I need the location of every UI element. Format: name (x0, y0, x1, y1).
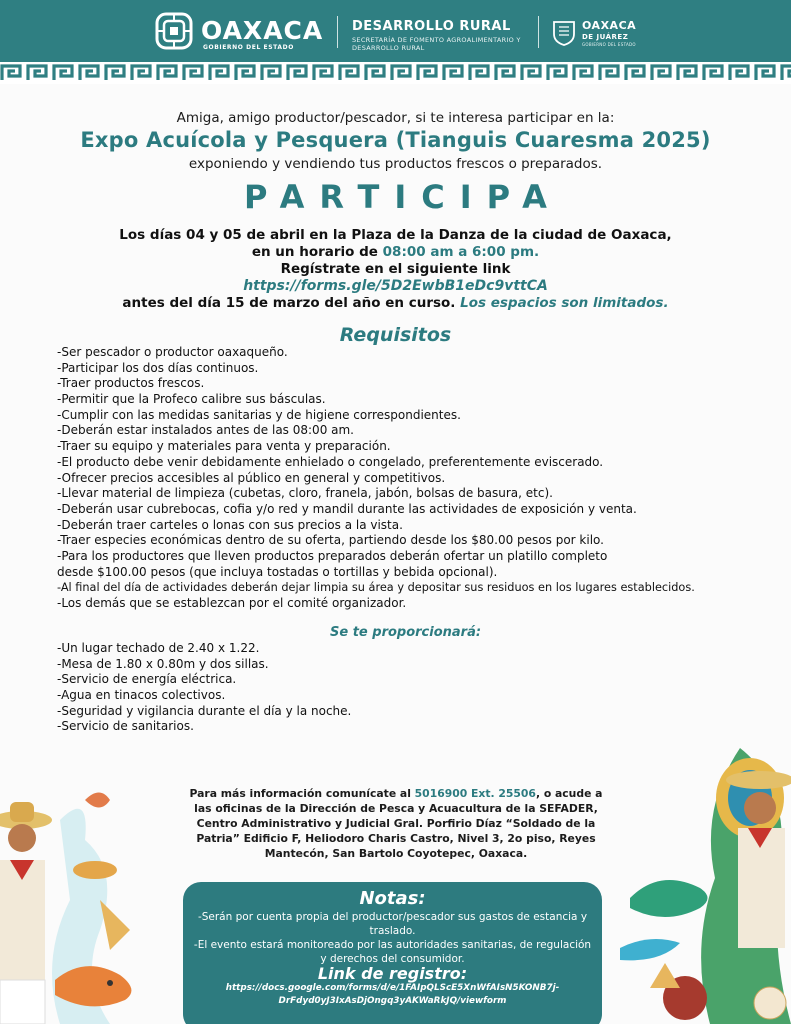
phone-number[interactable]: 5016900 Ext. 25506 (414, 787, 536, 800)
list-item: -Traer su equipo y materiales para venta y preparación. (57, 439, 391, 454)
note-item: -Serán por cuenta propia del productor/pescador sus gastos de estancia y traslado. (197, 911, 588, 937)
state-seal-icon (551, 20, 577, 46)
partner-brand: OAXACA DE JUÁREZ (582, 19, 637, 41)
list-item: -Seguridad y vigilancia durante el día y la noche. (57, 703, 352, 718)
list-item: -Para los productores que lleven productos preparados deberán ofertar un platillo completo (57, 548, 608, 563)
list-item: -Ofrecer precios accesibles al público en general y competitivos. (57, 470, 446, 485)
list-item: -Al final del día de actividades deberán dejar limpia su área y depositar sus residuos en los lugares establecidos. (57, 581, 695, 595)
requirements-title: Requisitos (339, 324, 452, 346)
contact-info: Para más información comunícate al 5016900 Ext. 25506, o acude a las oficinas de la Dirección de Pesca y Acuacultura de la SEFADER, Centro Administrativo y Judicial Gral. Porfirio Díaz “Soldado de la Patria” Edificio F, Heliodoro Charis Castro, Nivel 3, 2o piso, Reyes Mantecón, San Bartolo Coyotepec, Oaxaca. (189, 787, 603, 860)
list-item: -Deberán usar cubrebocas, cofia y/o red y mandil durante las actividades de exposición y venta. (57, 501, 637, 516)
list-item: -Traer especies económicas dentro de su oferta, partiendo desde los $80.00 pesos por kilo. (57, 533, 604, 548)
list-item: -Cumplir con las medidas sanitarias y de higiene correspondientes. (57, 407, 461, 422)
partner-subtitle: GOBIERNO DEL ESTADO (582, 42, 636, 47)
list-item: -Deberán estar instalados antes de las 08:00 am. (57, 423, 354, 438)
deadline-line: antes del día 15 de marzo del año en curso. Los espacios son limitados. (122, 295, 669, 311)
list-item: -Traer productos frescos. (57, 376, 205, 391)
provided-list (57, 641, 351, 735)
department-title: DESARROLLO RURAL (352, 19, 511, 34)
provided-title: Se te proporcionará: (330, 625, 482, 640)
notes-title: Notas: (359, 888, 426, 909)
note-item: -El evento estará monitoreado por las autoridades sanitarias, de regulación y derechos del consumidor. (193, 939, 592, 965)
greek-fret-border (0, 62, 791, 84)
list-item: -Los demás que se establezcan por el comité organizador. (57, 596, 407, 610)
list-item: -Agua en tinacos colectivos. (57, 688, 226, 703)
event-dates: Los días 04 y 05 de abril en la Plaza de la Danza de la ciudad de Oaxaca, (119, 227, 672, 243)
fisherman-illustration-left (0, 780, 150, 1024)
intro-line: Amiga, amigo productor/pescador, si te interesa participar en la: (176, 110, 615, 126)
list-item: -Mesa de 1.80 x 0.80m y dos sillas. (57, 656, 269, 671)
list-item: -Un lugar techado de 2.40 x 1.22. (57, 641, 260, 655)
event-hours: en un horario de 08:00 am a 6:00 pm. (251, 244, 540, 260)
header-divider (538, 16, 539, 48)
notes-box (183, 882, 602, 1024)
list-item: -Deberán traer carteles o lonas con sus precios a la vista. (57, 517, 403, 532)
brand-subtitle: GOBIERNO DEL ESTADO (203, 44, 294, 51)
requirements-list (57, 345, 695, 612)
register-link[interactable]: https://forms.gle/5D2EwbB1eDc9vttCA (243, 278, 548, 294)
intro-line-2: exponiendo y vendiendo tus productos frescos o preparados. (188, 156, 603, 172)
oaxaca-logo-icon (155, 12, 193, 50)
registration-link-title: Link de registro: (317, 964, 468, 983)
brand-name: OAXACA (201, 16, 324, 45)
fisherman-illustration-right (620, 748, 791, 1024)
participa-heading: PARTICIPA (244, 178, 562, 216)
list-item: desde $100.00 pesos (que incluya tostadas o tortillas y bebida opcional). (57, 564, 498, 579)
list-item: -El producto debe venir debidamente enhielado o congelado, preferentemente eviscerado. (57, 454, 604, 469)
list-item: -Permitir que la Profeco calibre sus básculas. (57, 392, 326, 407)
list-item: -Servicio de sanitarios. (57, 719, 194, 734)
event-title: Expo Acuícola y Pesquera (Tianguis Cuaresma 2025) (80, 128, 711, 152)
list-item: -Ser pescador o productor oaxaqueño. (57, 345, 288, 359)
list-item: -Llevar material de limpieza (cubetas, cloro, franela, jabón, bolsas de basura, etc). (57, 486, 553, 501)
list-item: -Participar los dos días continuos. (57, 360, 259, 375)
list-item: -Servicio de energía eléctrica. (57, 672, 237, 687)
header-bar (0, 0, 791, 62)
header-divider (337, 16, 338, 48)
registration-link-url[interactable]: https://docs.google.com/forms/d/e/1FAIpQLScE5XnWfAIsN5KONB7j-DrFdyd0yJ3IxAsDjOngq3yAKWaRkJQ/viewform (225, 983, 560, 1006)
department-subtitle: SECRETARÍA DE FOMENTO AGROALIMENTARIO Y DESARROLLO RURAL (352, 36, 521, 52)
register-prompt: Regístrate en el siguiente link (280, 261, 511, 277)
